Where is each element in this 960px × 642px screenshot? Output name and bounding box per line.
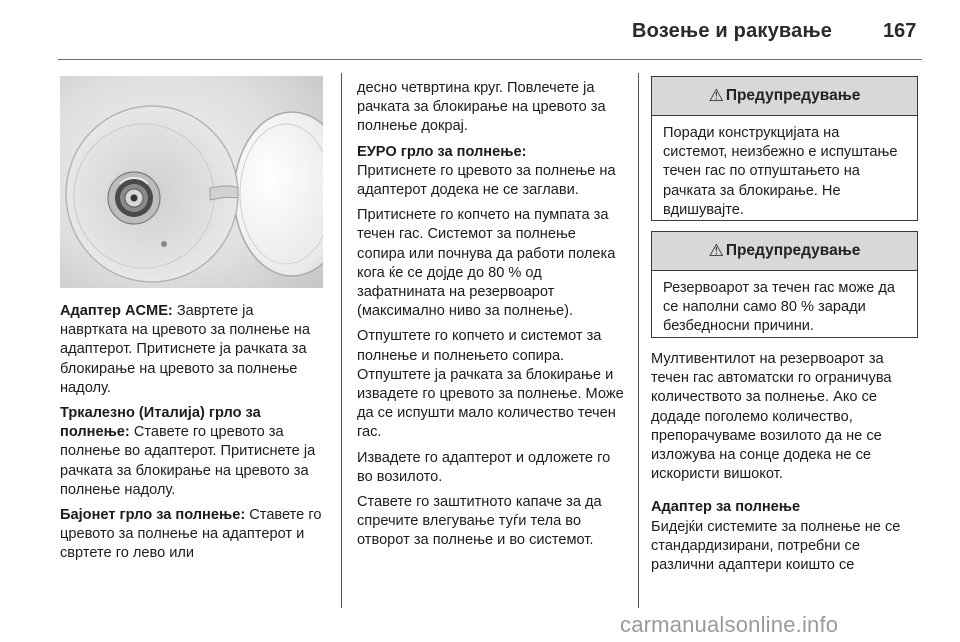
paragraph-remove-adapter: Извадете го адаптерот и одложете го во возилото.: [357, 449, 611, 485]
column-divider-1: [341, 73, 342, 608]
paragraph-euro-press: Притиснете го цревото за полнење на адаптерот додека не се заглави.: [357, 162, 616, 199]
warning-triangle-icon: ⚠: [708, 241, 724, 260]
warning-header: [652, 77, 917, 116]
paragraph-protective-cap: Ставете го заштитното капаче за да спречите влегување туѓи тела во отворот за полнење и во системот.: [357, 494, 602, 549]
right-column: [651, 350, 921, 581]
paragraph-continued: десно четвртина круг. Повлечете ја рачката за блокирање на цревото за полнење докрај.: [357, 80, 606, 135]
fuel-filler-illustration: [60, 76, 323, 288]
warning-text: Резервоарот за течен гас може да се наполни само 80 % заради безбедносни причини.: [663, 280, 895, 335]
paragraph-pump-button: Притиснете го копчето на пумпата за течен гас. Системот за полнење сопира или почнува да работи полека кога ќе се дојде до 80 % од зафатнината на резервоарот (максимално ниво за полнење).: [357, 207, 616, 320]
page-number: 167: [883, 20, 917, 42]
paragraph-text: Завртете ја навртката на цревото за полнење на адаптерот. Притиснете ја рачката за блокирање на цревото за полнење надолу.: [60, 303, 310, 396]
paragraph-release: Отпуштете го копчето и системот за полнење и полнењето сопира. Отпуштете ја рачката за блокирање и извадете го цревото за полнење. Може да се испушти мало количество течен гас.: [357, 328, 624, 441]
lead-acme-adapter: Адаптер ACME:: [60, 303, 173, 319]
paragraph-round-italy: [60, 404, 325, 500]
paragraph-adapters: Бидејќи системите за полнење не се стандардизирани, потребни се различни адаптери коишто се: [651, 518, 901, 574]
lead-bayonet: Бајонет грло за полнење:: [60, 507, 246, 524]
warning-box-2: [651, 231, 918, 338]
paragraph-acme-adapter: [60, 302, 325, 398]
middle-column: [357, 79, 627, 557]
heading-filling-adapter: Адаптер за полнење: [651, 499, 801, 516]
left-column: [60, 302, 325, 570]
page-header: [0, 0, 960, 60]
page-title: Возење и ракување: [632, 20, 833, 42]
header-divider: [58, 59, 922, 60]
warning-triangle-icon: ⚠: [708, 86, 724, 105]
warning-title: Предупредување: [725, 87, 861, 104]
lead-round-italy: Тркалезно (Италија) грло за полнење:: [60, 405, 261, 441]
warning-box-1: [651, 76, 918, 221]
paragraph-multivalve: Мултивентилот на резервоарот за течен гас автоматски го ограничува количеството за полнење. Ако се додаде поголемо количество, препорачуваме возилото да не се изложува на сонце додека не се искористи вишокот.: [651, 351, 892, 483]
warning-text: Поради конструкцијата на системот, неизбежно е испуштање течен гас по отпуштањето на рачката за блокирање. Не вдишувајте.: [663, 125, 898, 218]
paragraph-text: Ставете го цревото за полнење во адаптерот. Притиснете ја рачката за блокирање на цревото за полнење надолу.: [60, 424, 316, 498]
heading-euro-filler: ЕУРО грло за полнење:: [357, 143, 527, 160]
warning-title: Предупредување: [725, 242, 861, 259]
watermark: carmanualsonline.info: [620, 612, 839, 637]
paragraph-text: Ставете го цревото за полнење на адаптерот и свртете го лево или: [60, 507, 322, 562]
column-divider-2: [638, 73, 639, 608]
paragraph-bayonet: [60, 506, 325, 564]
warning-header: [652, 232, 917, 271]
